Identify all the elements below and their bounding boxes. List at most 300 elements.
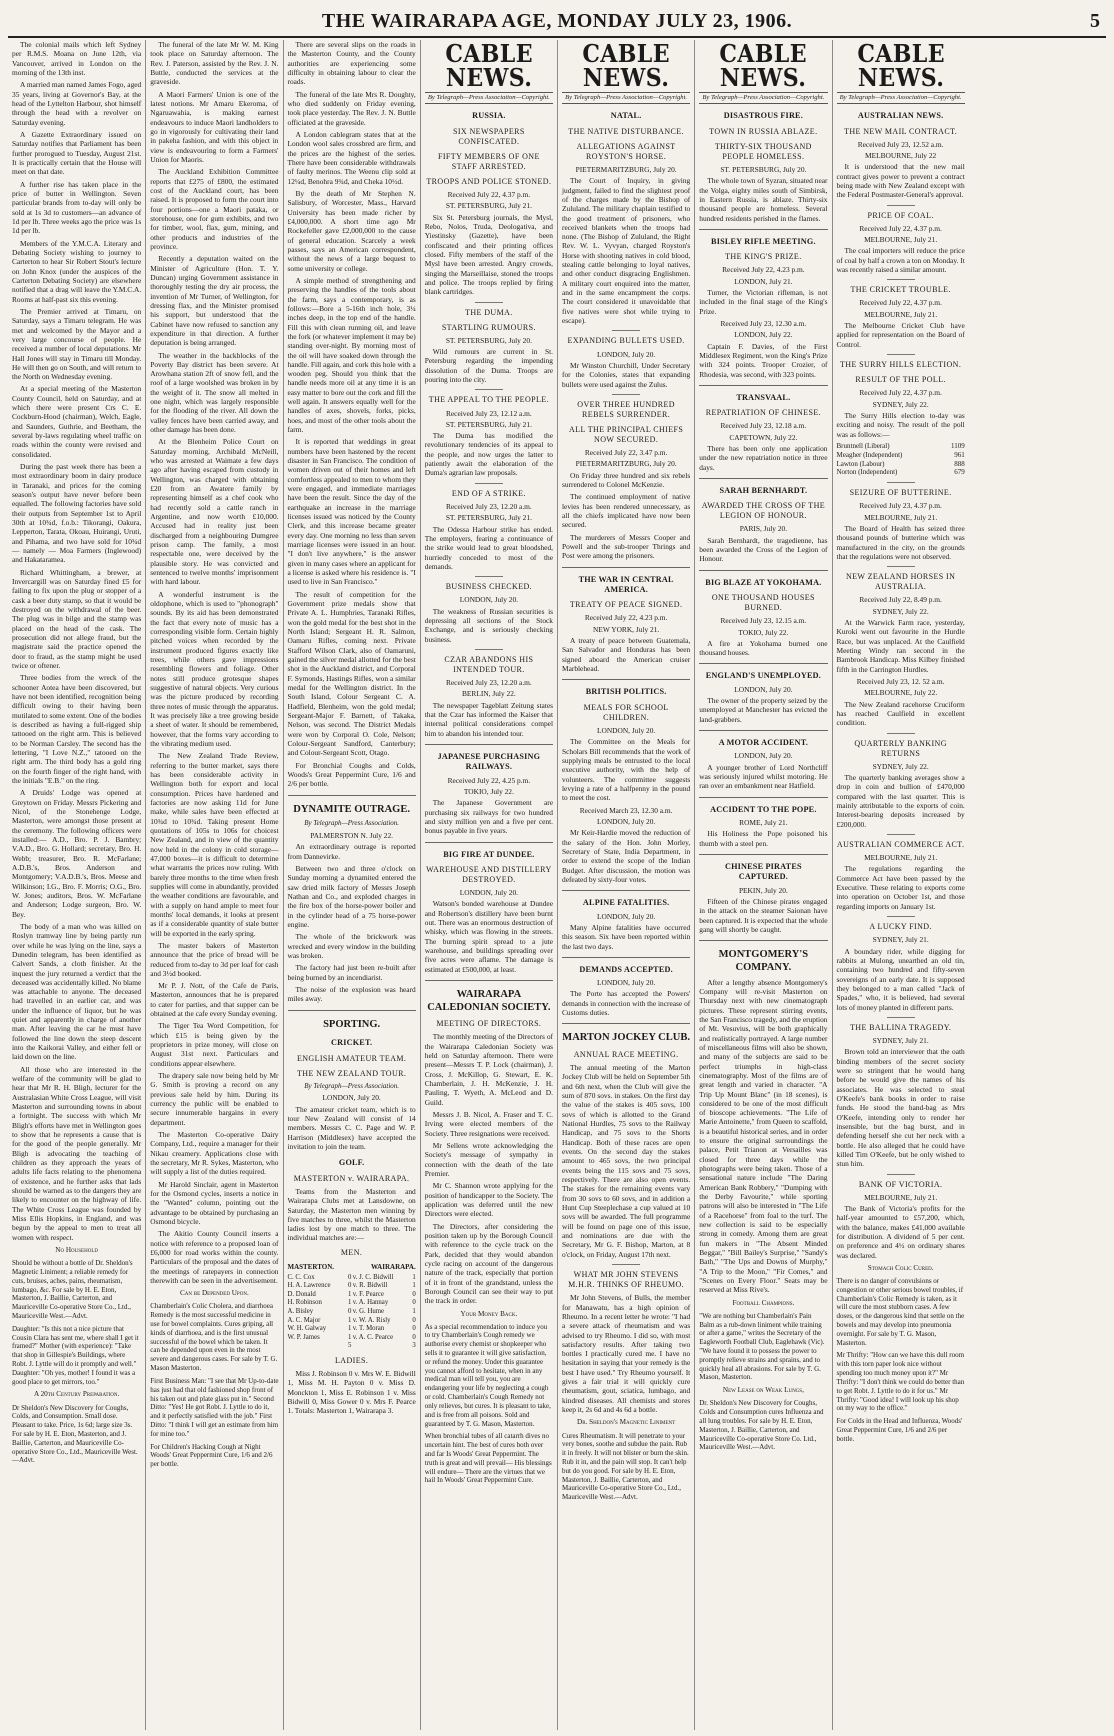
table-cell: D. Donald [287,1290,316,1298]
headline: AUSTRALIAN COMMERCE ACT. [836,840,965,850]
dateline: LONDON, July 20. [596,911,656,921]
headline: THE CRICKET TROUBLE. [850,285,951,295]
divider [887,1174,915,1175]
table-row [288,1308,416,1317]
divider [699,229,827,230]
table-cell: 1 [348,1290,352,1298]
headline: ALL THE PRINCIPAL CHIEFS NOW SECURED. [569,424,684,445]
paragraph: At the Warwick Farm race, yesterday, Kuroki went out favourite in the Hurdle Race, but was unplaced. At the Caulfield Meeting Windy ran second in the Bambrook Handicap. Miss Kilbey finished fifth in the Carrington Hurdles. [836,618,965,674]
paragraph: The Premier arrived at Timaru, on Saturday, says a Timaru telegram. He was met and welcomed by the Mayor and a very large concourse of people. He received a number of local deputations. Mr Hall Jones will stay in Timaru till Monday. He will then go on South, and will return to the North on Wednesday evening. [12,306,142,382]
dateline: LONDON, July 20. [596,816,656,826]
paragraph: The New Zealand Trade Review, referring to the butter market, says there has been considerable activity in Wellington both for export and local consumption. Prices have hardened and factories are now asking 11d for June make, while sales have been effected at 10¾d to 10¾d. Taking present Home quotations of 105s to 106s for choicest New Zealand, and in view of the quantity now held in the colony in cold storage—47,000 boxes—it is difficult to determine what warrants the prices now ruling. With barely three months to the time when fresh supplies will come in abundantly, provided the weather conditions are favourable, and with a supply on hand ample to meet four months' local demands, it looks at present as if a considerable quantity of stale butter will be exported in the early spring. [150,751,279,938]
paragraph: Mr P. J. Nott, of the Cafe de Paris, Masterton, announces that he is prepared to cater for parties, and that supper can be obtained at the cafe every Sunday evening. [150,981,279,1019]
paragraph: The owner of the property seized by the unemployed at Manchester has evicted the land-grabbers. [699,696,828,724]
received-line: Received July 22, 4.37 p.m. [447,190,531,200]
paragraph: The coal importers will reduce the price of coal by half a crown a ton on Monday. It was recently raised a similar amount. [836,246,965,275]
paragraph: Captain F. Davies, of the First Middlesex Regiment, won the King's Prize with 324 points. Trooper Crozier, of Rhodesia, was second, with 323 points. [699,341,828,379]
dateline: TOKIO, July 22. [463,787,514,796]
candidate-name: Norton (Independent) [836,468,898,477]
headline: ALLEGATIONS AGAINST ROYSTON'S HORSE. [576,141,676,161]
section-heading: DEMANDS ACCEPTED. [579,964,673,974]
paragraph: On Friday three hundred and six rebels surrendered to Colonel McKenzie. [562,470,691,490]
divider [475,389,503,390]
paragraph: Mr Harold Sinclair, agent in Masterton for the Osmond cycles, inserts a notice in the "Wanted" column, pointing out the advantage to be obtained by purchasing an Osmond bicycle. [150,1179,279,1227]
subheading-cricket: CRICKET. [330,1038,373,1048]
table-cell: W. H. Galway [287,1325,327,1333]
dateline: LONDON, July 21. [734,276,793,286]
headline: SIX NEWSPAPERS CONFISCATED. [452,126,525,146]
headline: CZAR ABANDONS HIS INTENDED TOUR. [444,654,534,674]
paragraph: The drapery sale now being held by Mr G. Smith is proving a record on any previous sale held by him. During its currency the public will be enabled to secure innumerable bargains in every department. [150,1071,279,1127]
headline: ANNUAL RACE MEETING. [573,1050,679,1060]
table-cell: 1 [348,1316,352,1324]
paragraph: Richard Whittingham, a brewer, at Invercargill was on Saturday fined £5 for failing to fix upon the plug or stopper of a cask a beer duty stamp, so that it would be destroyed on the withdrawal of the beer. The plug was in bilge and the stamp was placed on the head of the cask. The prosecution did not allege fraud, but the magistrate said the practice opened the door to fraud, as the stamp might be used twice or oftener. [12,567,142,670]
headline: EXPANDING BULLETS USED. [567,336,685,346]
received-line: Received July 23, 12.12 a.m. [445,408,532,418]
table-cell: 1 [348,1325,352,1333]
table-cell: 0 [348,1307,352,1315]
table-cell: 1 [412,1273,416,1281]
paragraph: Mr C. Shannon wrote applying for the position of handicapper to the Society. The application was deferred until the new Directors were elected. [424,1181,553,1219]
advert-heading: Football Champions. [732,1298,795,1307]
received-line: Received July 22, 4.23 p.m. [722,265,805,275]
divider [699,797,827,798]
dateline: TOKIO, July 22. [738,627,789,637]
received-line: Received July 23, 12.18 a.m. [720,421,807,431]
advert: For Children's Hacking Cough at Night Woods' Great Peppermint Cure, 1/6 and 2/6 per bottle. [150,1442,273,1469]
paragraph: A fire at Yokohama burned one thousand houses. [699,638,828,658]
section-heading: DISASTROUS FIRE. [723,111,803,121]
dateline: BERLIN, July 22. [461,689,516,699]
paragraph: The Odessa Harbour strike has ended. The employers, fearing a continuance of the strike would lead to great bloodshed, hurriedly conceded to most of the demands. [424,524,553,571]
column-4 [420,40,557,1730]
received-line: Received July 23, 12.20 a.m. [445,501,532,511]
paragraph: It is understood that the new mail contract gives power to prevent a contract being made with New Zealand except with the Federal Postmaster-General's approval. [836,162,965,200]
divider [699,478,827,479]
headline: THE BALLINA TRAGEDY. [849,1022,952,1032]
table-row [288,1317,416,1326]
advert: Mr Thrifty: "How can we have this dull room with this torn paper look nice without spending too much money upon it?" Mr Thrifty: "I don't think we could do better than to get Robt. J. Lyttle to do it for us." Mr Thrifty: "Good idea! I will look up his shop on my way to the office." [836,1351,965,1413]
cable-byline: By Telegraph—Press Association—Copyright. [699,92,827,104]
advert: Chamberlain's Colic Cholera, and diarrhoea Remedy is the most successful medicine in use for bowel complaints. Cures griping, all kinds of diarrhoea, and is the first unusual successful of the bowel which be taken. It can be depended upon even in the most severe and dangerous cases. For sale by T. G. Mason Masterton. [150,1302,278,1373]
table-cell: v. W. A. Risly [352,1316,391,1324]
divider [425,980,553,981]
table-row [288,1334,416,1343]
table-cell: H. Robinson [287,1299,322,1307]
paragraph: Watson's bonded warehouse at Dundee and Robertson's distillery have been burnt out. There was an enormous destruction of whisky, which was flowing in the streets. The burning spirit spread to a jute warehouse, and buildings spreading over five acres were aflame. The damage is estimated at £500,000, at least. [424,899,553,974]
received-line: Received July 23, 12.52 a.m. [857,139,944,149]
dateline: MELBOURNE, July 21. [864,512,938,522]
paragraph: Turner, the Victorian rifleman, is not included in the final stage of the King's Prize. [699,287,828,316]
dateline: LONDON, July 20. [459,595,519,605]
headline: ONE THOUSAND HOUSES BURNED. [711,593,815,613]
table-row [288,1291,416,1300]
section-heading-dynamite: DYNAMITE OUTRAGE. [293,803,410,815]
section-heading-jockey-club: MARTON JOCKEY CLUB. [562,1032,690,1044]
received-line: Received July 23, 12. 52 a.m. [856,676,945,686]
advert: There is no danger of convulsions or congestion or other serious bowel troubles, if Chamberlain's Colic Remedy is taken, as it will cure the most stubborn cases. A few doses, or the dangerous kind that settle on the bowels and may develop into pneumonia overnight. For sale by T. G. Mason, Masterton. [836,1276,965,1347]
headline: END OF A STRIKE. [451,488,526,498]
paragraph: Between two and three o'clock on Sunday morning a dynamited entered the saw dried milk factory of Messrs Joseph Nathan and Co., and exploded charges in the fire box of the horse-power boiler and in the cylinder head of a 75 horse-power engine. [287,863,416,929]
advert: First Business Man: "I see that Mr Up-to-date has just had that old fashioned shop front of his taken out and plate glass put in." Second Ditto: "Yes! He got Robt. J. Lyttle to do it, and it perfectly satisfied with the job." First Ditto: "I think I will get an estimate from him for mine too." [150,1376,279,1438]
headline: A LUCKY FIND. [869,922,932,932]
table-row [837,442,965,451]
dateline: LONDON, July 20. [322,1093,381,1103]
paragraph: There has been only one application under the new repatriation notice in three days. [699,443,828,472]
paragraph: Recently a deputation waited on the Minister of Agriculture (Hon. T. Y. Duncan) urging Government assistance in thoroughly testing the dry air process, the invention of Mr Turner, of Wellington, for dressing flax, and the Minister promised his support, but understood that the Cabinet have now refused to sanction any expenditure in that direction. A further deputation is being arranged. [150,254,279,348]
divider [887,354,915,355]
newspaper-title: THE WAIRARAPA AGE, MONDAY JULY 23, 1906. [321,9,793,32]
headline: NEW ZEALAND HORSES IN AUSTRALIA. [845,572,956,592]
paragraph: The regulations regarding the Commerce Act have been passed by the Executive. These relating to exports come into operation on October 1st, and those regarding imports on January 1st. [836,864,965,911]
headline: THIRTY-SIX THOUSAND PEOPLE HOMELESS. [714,141,812,161]
paragraph: Teams from the Masterton and Wairarapa Clubs met at Lansdowne, on Saturday, the Masterton men winning by five matches to three, whilst the Masterton ladies lost by one match to three. The individual matches are:— [287,1186,416,1243]
headline: TROOPS AND POLICE STONED. [426,176,552,186]
divider [475,649,503,650]
paragraph: His Holiness the Pope poisoned his thumb with a steel pen. [699,829,828,848]
divider [612,394,640,395]
section-heading-montgomery: MONTGOMERY'S COMPANY. [718,949,809,973]
column-1 [8,40,145,1730]
columns [8,40,1106,1730]
paragraph: The colonial mails which left Sydney per R.M.S. Moana on June 12th, via Vancouver, arrived in London on the morning of the 13th inst. [12,40,142,77]
table-cell: 0 [412,1299,416,1307]
dateline: ST. PETERSBURG, July 21. [445,419,532,429]
received-line: Received July 22, 4.23 p.m. [584,613,668,623]
vote-count: 888 [954,459,965,468]
divider [699,570,827,571]
paragraph: Mr John Stevens, of Bulls, the member for Manawatu, has a high opinion of Rheumo. In a recent letter he wrote: "I had a severe attack of rheumatism and was advised to try Rheumo. I did so, with most satisfactory results. After taking two bottles I practically cured me. I have no hesitation in saying that your remedy is the best I have used." Try Rheumo yourself. It gives a fair trial it will quickly cure rheumatism, gout, sciatica, lumbago, and kindred diseases. All chemists and stores keep it, 2s 6d and 4s 6d a bottle. [562,1293,691,1415]
table-row [288,1299,416,1308]
table-cell: 0 [412,1333,416,1341]
paragraph: The quarterly banking averages show a drop in coin and bullion of £470,000 compared with the last quarter. This is mainly attributable to the exports of coin. Interest-bearing deposits increased by £200,000. [836,773,965,829]
headline: PRICE OF COAL. [867,210,934,220]
paragraph: Mr Sellens wrote acknowledging the Society's message of sympathy in connection with the death of the late Premier. [424,1140,553,1178]
dateline: SYDNEY, July 22. [872,606,929,616]
section-heading: ENGLAND'S UNEMPLOYED. [705,671,821,681]
paragraph: The Akitio County Council inserts a notice with reference to a proposed loan of £6,000 for road works within the county. Particulars of the proposal and the dates of the meetings of ratepayers in connection therewith can be seen in the advertisement. [150,1229,279,1285]
dateline: LONDON, July 20. [596,725,656,735]
dateline: PEKIN, July 20. [738,885,788,895]
divider [475,483,503,484]
paragraph: Miss J. Robinson 0 v. Mrs W. E. Bidwill 1, Miss M. H. Payton 0 v. Miss D. Monckton 1, Miss E. Robinson 1 v. Miss Bidwill 0, Miss Gower 0 v. Mrs F. Pearce 1. Totals: Masterton 1, Wairarapa 3. [287,1368,416,1416]
paragraph: The Melbourne Cricket Club have applied for representation on the Board of Control. [836,321,965,349]
headline: THE APPEAL TO THE PEOPLE. [428,395,549,405]
headline-men: MEN. [340,1247,363,1257]
divider [699,730,827,731]
paragraph: It is reported that weddings in great numbers have been hastened by the recent disaster in San Francisco. The condition of women driven out of their homes and left comfortless appealed to men to whom they were engaged, and immediate marriages have been the result. Since the day of the earthquake an increase in the marriage licenses issued was noticed by the County Clerk, and this increase became greater every day. One morning no less than seven marriage licenses were issued in an hour. "I don't live anywhere," is the answer given in many cases where an applicant for a license is asked where his residence is. "I used to live in San Francisco." [287,437,416,587]
paragraph: The result of competition for the Government prize medals show that Private A. L. Humphries, Taranaki Rifles, won the gold medal for the best shot in the North Island; Sergeant H. R. Salmon, Oamaru Rifles, coming next. Private Stafford Wilson Clark, also of Oamaruni, gained the silver medal allotted for the best shot in the Auckland district, and Corporal F. Symonds, Hastings Rifles, won a similar medal for the Wellington district. In the South Island, Colour Sergeant C. A. Hadfield, Blenheim, won the gold medal; Sergeant-Major F. Barnett, of Takaka, Nelson, was second. The District Medals were won by Corporal O. Cole, Nelson; Colour-Sergeant Sandford, Canterbury; and Colour-Sergeant Scott, Otago. [287,589,416,758]
paragraph: A further rise has taken place in the price of butter in Wellington. Seven particular brands from to-day will only be sold at 1s 3d to customers—an advance of 1d per lb. Three weeks ago the price was 1s 1d per lb. [12,179,142,236]
table-cell: C. C. Cox [287,1273,315,1281]
headline: THE NATIVE DISTURBANCE. [568,126,684,136]
section-heading-sporting: SPORTING. [323,1018,381,1030]
advert: Dr. Sheldon's New Discovery for Coughs, Colds and Consumption cures Influenza and all lung troubles. For sale by H. E. Eton, Masterton, J. Baillie, Carterton, and Mauriceville Co-operative Store Co. Ltd., Mauriceville West.—Advt. [699,1399,824,1452]
byline: By Telegraph—Press Association. [304,819,400,828]
table-row [837,451,965,460]
dateline: MELBOURNE, July 21. [864,853,938,863]
dateline: ST. PETERSBURG, July 20. [720,164,807,174]
headline: THE KING'S PRIZE. [725,252,802,262]
table-cell: 0 [412,1325,416,1333]
paragraph: Three bodies from the wreck of the schooner Aotea have been discovered, but have not been identified, recognition being difficult owing to their having been mutilated to some extent. One of the bodies is described as having a full-rigged ship tattooed on the right arm. This is believed to be Norman Carsley. The second has the lettering, "I Love N.Z.," tatooed on the right arm. The third body has a gold ring on the fourth finger of the right hand, with the initials "E.B." on the ring. [12,673,142,785]
dateline: ST. PETERSBURG, July 20. [445,335,532,345]
subheading-golf: GOLF. [338,1158,365,1168]
headline: WHAT MR JOHN STEVENS M.H.R. THINKS OF RHEUMO. [568,1270,685,1290]
headline: WAREHOUSE AND DISTILLERY DESTROYED. [426,864,552,885]
headline: MASTERTON v. WAIRARAPA. [293,1173,410,1183]
advert-heading: Dr. Sheldon's Magnetic Liniment [577,1418,676,1427]
received-line: Received July 22, 3.47 p.m. [584,448,668,458]
dateline: LONDON, July 20. [596,349,656,359]
divider [612,330,640,331]
dateline: MELBOURNE, July 22 [865,151,937,161]
divider [887,279,915,280]
section-heading: ALPINE FATALITIES. [582,898,670,908]
section-heading: BIG BLAZE AT YOKOHAMA. [705,577,822,587]
divider [699,385,827,386]
column-5 [557,40,694,1730]
paragraph: The monthly meeting of the Directors of the Wairarapa Caledonian Society was held on Saturday afternoon. There were present—Messrs T. P. Lock (chairman), J. Cross, J. McKillop, G. Stewart, E. K. Chamberlain, J. H. McKenzie, J. H. Pauling, T. Wyeth, A. McLeod and D. Guild. [424,1032,553,1107]
received-line: Received March 23, 12.30 a.m. [579,805,673,815]
table-cell: v. G. Hume [352,1307,385,1315]
divider [562,567,690,568]
divider [562,679,690,680]
section-heading: BRITISH POLITICS. [585,687,667,697]
byline: By Telegraph—Press Association. [304,1081,400,1090]
total-wairarapa: 3 [412,1342,416,1350]
paragraph: The Board of Health has seized three thousand pounds of butterine which was manufactured in the city, on the grounds that the regulations were not observed. [836,523,965,561]
table-cell: v. T. Moran [352,1325,385,1333]
dateline: PALMERSTON N. July 22. [310,831,393,840]
paragraph: Six St. Petersburg journals, the Mysl, Rebo, Nolos, Truda, Deologativa, and Yiestinsky (Gazette), have been confiscated and their printing offices closed. Fifty members of the staff of the Mysl have been arrested. Angry crowds, singing the Marseillaise, stoned the troops and police. The troops replied by firing blank cartridges. [424,212,553,297]
paragraph: The Masterton Co-operative Dairy Company, Ltd., require a manager for their Nikau creamery. Applications close with the secretary, Mr R. Sykes, Masterton, who will supply a list of the duties required. [150,1130,279,1177]
advert-heading: Stomach Colic Cured. [867,1263,934,1272]
vote-count: 1109 [951,441,965,450]
paragraph: A simple method of strengthening and preserving the handles of the tools about the farm, says a contemporary, is as follows:—Bore a 5-16th inch hole, 3¼ inches deep, in the top end of the handle. Fill this with clean running oil, and leave the fork (or whatever implement it may be) standing over-night. By morning most of the oil will have soaked down through the handle. Fill again, and cork this hole with a wooden peg. Should you think that the handle needs more oil at any time it is an easy matter to bore out the cork and fill the well again. It answers equally well for the handles of axes, shovels, forks, picks, hoes, and most of the other tools about the farm. [287,275,416,435]
divider [887,205,915,206]
advert-heading: A 20th Century Preparation. [33,1390,120,1399]
paragraph: The New Zealand racehorse Cruciform has reached Caulfield in excellent condition. [836,699,965,728]
dateline: NEW YORK, July 21. [592,624,660,634]
table-row [288,1282,416,1291]
paragraph: By the death of Mr Stephen N. Salisbury, of Worcester, Mass., Harvard University has been made richer by £4,000,000. A short time ago Mr Rockefeller gave £2,000,000 to the cause of general education. Scarcely a week passes, says an American correspondent, without the news of a large bequest to some university or college. [287,188,416,273]
headline: FIFTY MEMBERS OF ONE STAFF ARRESTED. [438,151,540,171]
dateline: LONDON, July 20. [596,978,656,988]
divider [887,566,915,567]
vote-count: 961 [954,450,965,459]
headline: STARTLING RUMOURS. [441,322,536,332]
paragraph: A younger brother of Lord Northcliff was seriously injured whilst motoring. He ran over an embankment near Hatfield. [699,762,828,791]
section-heading: BISLEY RIFLE MEETING. [711,236,816,246]
column-7 [832,40,969,1730]
advert: Cures Rheumatism. It will penetrate to your very bones, soothe and subdue the pain. Rub it in freely. It will not blister or burn the skin. Rub it in, and the pain will stop. It can't help but do you good. For sale by H. E. Eton, Masterton, J. Baillie, Carterton, and Mauriceville Co-operative Store Co., Ltd., Mauriceville West.—Advt. [562,1431,689,1502]
section-heading: CHINESE PIRATES CAPTURED. [724,862,802,882]
advert-heading: Your Money Back. [460,1309,518,1318]
paragraph: Members of the Y.M.C.A. Literary and Debating Society wishing to journey to Carterton to hear Sir Robert Stout's lecture on John Knox (under the auspices of the Carterton Debating Society) are elsewhere notified that a drag will leave the Y.M.C.A. Rooms at half-past six this evening. [12,238,142,304]
advert: Dr Sheldon's New Discovery for Coughs, Colds, and Consumption. Small dose. Pleasant to take. Price, 1s 6d; large size 3s. For sale by H. E. Eton, Masterton, and J. Baillie, Carterton, and Mauriceville Co-operative Store Co., Ltd., Mauriceville West.—Advt. [12,1403,138,1465]
table-cell: 1 [412,1307,416,1315]
paragraph: The Japanese Government are purchasing six railways for two hundred and sixty million yen and a five per cent. bonus payable in five years. [424,798,553,836]
received-line: Received July 22, 4.25 p.m. [447,775,531,785]
paragraph: The Court of Inquiry, in giving judgment, failed to find the slightest proof of the charges made by the Bishop of Zululand. The military chaplain testified to the good treatment of prisoners, who received blankets when the troops had none. (The Bishop of Zululand, the Right Rev. W. L. Vyvyan, charged Royston's Horse with shooting natives in cold blood, stealing cattle belonging to loyal natives, and other conduct disgracing Englishmen. A military court enquired into the matter, and in the same encampment the corps. The court considered it unavoidable that five natives were shot while trying to escape). [562,176,691,326]
candidate-name: Lawton (Labour) [836,459,885,468]
headline: MEETING OF DIRECTORS. [436,1019,542,1029]
divider [562,957,690,958]
section-heading: RUSSIA. [472,111,506,121]
received-line: Received July 23, 12.15 a.m. [720,616,807,626]
paragraph: The funeral of the late Mr W. M. King took place on Saturday afternoon. The Rev. J. Paterson, assisted by the Rev. J. N. Buttle, conducted the services at the graveside. [150,40,279,87]
table-cell: v. R. Bidwill [352,1282,388,1290]
dateline: LONDON, July 20. [734,751,793,761]
paragraph: Messrs J. B. Nicol, A. Fraser and T. C. Irving were elected members of the Society. Three resignations were received. [424,1109,553,1138]
headline: ENGLISH AMATEUR TEAM. [296,1053,407,1063]
dateline: SYDNEY, July 22. [872,399,929,409]
received-line: Received July 22, 4.37 p.m. [859,298,942,308]
headline: THE NEW MAIL CONTRACT. [844,126,958,136]
paragraph: The Tiger Tea Word Competition, for which £15 is being given by the proprietors in prize money, will close on August 31st next. Particulars and conditions appear elsewhere. [150,1021,279,1068]
paragraph: The whole of the brickwork was wrecked and every window in the building was broken. [287,932,416,960]
poll-results-table [837,442,965,477]
headline: QUARTERLY BANKING RETURNS [854,738,947,758]
paragraph: Mr Winston Churchill, Under Secretary for the Colonies, states that expanding bullets were used against the Zulus. [562,360,691,389]
divider [612,1264,640,1265]
section-heading: THE WAR IN CENTRAL AMERICA. [578,574,674,595]
paragraph: After a lengthy absence Montgomery's Company will re-visit Masterton on Thursday next with new cinematograph pictures. These represent stirring events, the San Francisco tragedy, and the eruption of Mt. Vesuvius, will be both graphically and realistically portrayed. A large number of miscellaneous films will also be shown, and many of the subjects are said to be perfect triumphs in high-class cinematography. Most of the films are of great length and varied in character. "A Trip Up Mount Blanc" (in 18 scenes), is considered to be one of the most difficult of bioscope achievements. "The Life of Marie Antoinette," from Queen to scaffold, is a beautiful historical series, and in order to ensure the original surroundings the palace, Petit Trianon at Versailles was closed for three days while the photographs were being taken. Those of a sensational nature include "The Daring American Bank Robbery," "Dumping with the Derby Favourite," while sporting patrons will also be interested in "The Life of a Racehorse" from foal to the turf. The new collection is said to be especially strong in comedy. Among them are great fun makers in "The Absent Minded Beggar," "Bill Bailey's Surprise," "Sandy's Bath," "The Ups and Downs of Murphy," "A Trip to the Moon," "Fir Comes," and "Scenes on Every Floor." Seats may be reserved at Miss Rive's. [699,977,828,1295]
paragraph: The weather in the backblocks of the Poverty Bay district has been severe. At Arowhana station 2ft of snow fell, and the roof of a large woolshed was broken in by the weight of it. The snow all melted in one night, which was largely responsible for the flooding of the river. All down the valley fences have been carried away, and other damage has been done. [150,350,279,435]
paragraph: Sarah Bernhardt, the tragedienne, has been awarded the Cross of the Legion of Honour. [699,535,828,564]
table-cell: W. P. James [287,1333,320,1341]
received-line: Received July 23, 12.20 a.m. [445,678,532,688]
headline: BUSINESS CHECKED. [445,582,533,592]
dateline: MELBOURNE, July 21. [864,1192,938,1202]
section-heading: JAPANESE PURCHASING RAILWAYS. [437,752,541,772]
paragraph: The Duma has modified the revolutionary tendencies of its appeal to the people, and now urges the latter to patiently await the elaboration of the Duma's agrarian law proposals. [424,431,553,478]
paragraph: The factory had just been re-built after being burned by an incendiarist. [287,963,416,982]
paragraph: A Druids' Lodge was opened at Greytown on Friday. Messrs Pickering and Nicol, of the Stonehenge Lodge, Masterton, were amongst those present at the ceremony. The following officers were installed:— A.D., Bro. P. J. Bambry; V.A.D., Bro. G. Hollard; secretary, Bro. H. Webb; treasurer, Bro. R. McFarlane; A.D.B.'s, Bros. Anderson and Montgomery; V.A.D.B.'s, Bros. Meese and Wilkinson; I.G., Bro. F. Morris; O.G., Bro. W. Jones; auditors, Bros. W. McFarlane and Anderson; Lodge surgeon, Bro. W. Bey. [12,788,142,919]
paragraph: The Auckland Exhibition Committee reports that £275 of £800, the estimated cost of the Auckland court, has been raised. It is proposed to form the court into four portions—one a Maori pataka, or storehouse, one for gum exhibits, and two for timber, wool, flax, gum, mining, and other products and industries of the province. [150,167,279,251]
dateline: LONDON, July 20. [459,888,519,898]
divider [699,940,827,941]
paragraph: Wild rumours are current in St. Petersburg regarding the impending dissolution of the Duma. Troops are pouring into the city. [424,347,553,385]
headline: SEIZURE OF BUTTERINE. [849,488,952,498]
paragraph: For Bronchial Coughs and Colds, Woods's Great Peppermint Cure, 1/6 and 2/6 per bottle. [287,760,416,789]
column-2 [145,40,282,1730]
candidate-name: Meagher (Independent) [836,450,903,459]
paragraph: The Bank of Victoria's profits for the half-year amounted to £57,200, which, with the balance, makes £41,000 available for distribution. A dividend of 5 per cent. on preference and 4½ on ordinary shares was declared. [836,1203,965,1260]
advert: Daughter: "Is this not a nice picture that Cousin Clara has sent me, where shall I get it framed?" Mother (with experience): "Take that shop in Gillespie's Buildings, where Robt. J. Lyttle will do it promptly and well." Daughter: "Oh yes, mother! I found it was a good place to get mirrors, too." [12,1324,139,1386]
advert: "We are nothing but Chamberlain's Pain Balm as a rub-down liniment while training or after a game," writes the Secretary of the Eagleworth Football Club, Eaglehawk (Vic). "We have found it to possess the power to promptly relieve strains and sprains, and to quickly heal all abrasions. For sale by T. G. Mason, Masterton. [699,1311,825,1382]
section-heading: NATAL. [610,111,642,121]
dateline: SYDNEY, July 21. [872,1035,929,1045]
column-header: MASTERTON. [287,1262,334,1271]
dateline: LONDON, July 22. [734,330,793,340]
candidate-name: Bruntnell (Liberal) [836,441,890,450]
paragraph: A Gazette Extraordinary issued on Saturday notifies that Parliament has been further prorogued to Tuesday, August 21st. It is practically certain that the House will meet on that date. [12,129,142,177]
paragraph: The Directors, after considering the position taken up by the Borough Council with reference to the cycle track on the Park, decided that they would abandon cycle racing on account of the dangerous nature of the track, especially that portion of it in front of the grandstand, unless the Borough Council can see their way to put the track in order. [424,1221,553,1306]
advert-heading: New Lease on Weak Lungs, [722,1386,804,1395]
headline: TOWN IN RUSSIA ABLAZE. [709,126,818,136]
headline: THE SURRY HILLS ELECTION. [839,360,962,370]
received-line: Received July 23, 4.37 p.m. [859,501,942,511]
cable-news-heading: CABLE NEWS. [719,40,808,92]
headline: THE DUMA. [465,307,513,317]
dateline: MELBOURNE, July 21. [864,235,938,245]
paragraph: The continued employment of native levies has been rendered unnecessary, as all the chiefs implicated have now been secured. [562,492,691,530]
paragraph: A married man named James Fogo, aged 35 years, living at Governor's Bay, at the head of the Lyttelton Harbour, shot himself through the head with a revolver on Saturday evening. [12,80,142,127]
paragraph: The whole town of Syzran, situated near the Volga, eighty miles south of Simbirsk, in Eastern Russia, is ablaze. Thirty-six thousand people are homeless. Several hundred residents perished in the flames. [699,176,828,223]
dateline: SYDNEY, July 22. [872,761,929,771]
divider [288,795,416,796]
dateline: ST. PETERSBURG, July 21. [445,513,532,523]
masthead [8,6,1106,38]
divider [699,663,827,664]
section-heading: BIG FIRE AT DUNDEE. [443,849,535,859]
table-row [837,468,965,477]
paragraph: The body of a man who was killed on Roslyn tramway line by being partly run over while he was lying on the line, says a Dunedin telegram, has been identified as Calvert Sands, a cloth finisher. At the inquest the jury returned a verdict that the deceased was accidentally killed. No blame was attachable to anyone. The deceased had travelled in an earlier car, and was under the influence of liquor, but he was quiet and apparently in charge of another man. After leaving the car he must have followed the line down the steep descent into the Kaikorai Valley, and either fell or laid down on the line. [12,921,142,1062]
dateline: MELBOURNE, July 22. [864,688,938,698]
paragraph: Fifteen of the Chinese pirates engaged in the attack on the steamer Saionan have been captured. It is expected that the whole gang will shortly be caught. [699,897,828,935]
paragraph: The Committee on the Meals for Scholars Bill recommends that the work of supplying meals be entrusted to the local executive authority, with the help of volunteers. The committee suggests levying a rate of a halfpenny in the pound to meet the cost. [562,737,691,803]
received-line: Received July 23, 12.30 a.m. [720,318,807,328]
column-6 [694,40,831,1730]
cable-news-heading: CABLE NEWS. [445,40,533,92]
paragraph: The annual meeting of the Marton Jockey Club will be held on September 5th and 6th next, when the Club will give the sum of 870 sovs. in stakes. On the first day the value of the stakes is 405 sovs, 100 sovs of which is allotted to the Grand National Hurdles, 75 sovs to the Railway Handicap, and 75 sovs to the Shorts Handicap. Both of these races are open events. On the second day the stakes amount to 465 sovs, the two principal events being the 115 sovs and 75 sovs, respectively. There are also open events. The stakes for the remaining events vary from 30 sovs to 60 sovs, and in addition a Hunt Cup Steeplechase a cup valued at 10 sovs will be awarded. The full programme will be found on page one of this issue, and nominations are due with the Secretary, Mr G. F. Bishop, Marton, at 8 o'clock, on Friday, August 17th next. [562,1063,691,1259]
divider [562,890,690,891]
paragraph: Mr Keir-Hardie moved the reduction of the salary of the Hon. John Morley, Secretary of State, India Department, in order to extend the scope of the Indian Budget. After discussion, the motion was defeated by sixty-four votes. [562,828,691,884]
divider [475,576,503,577]
divider [425,842,553,843]
headline: BANK OF VICTORIA. [858,1179,943,1189]
paragraph: There are several slips on the roads in the Masterton County, and the County authorities are experiencing some difficulty in obtaining labour to clear the roads. [287,40,416,87]
dateline: PIETERMARITZBURG, July 20. [575,164,677,174]
headline-ladies: LADIES. [335,1355,369,1365]
section-heading-caledonian: WAIRARAPA CALEDONIAN SOCIETY. [427,989,551,1013]
table-cell: 0 [348,1282,352,1290]
table-cell: v. J. C. Bidwill [352,1273,394,1281]
cable-news-heading: CABLE NEWS. [856,40,945,92]
paragraph: All those who are interested in the welfare of the community will be glad to hear that Mr R. H. Bligh, lecturer for the Australasian White Cross League, will visit Masterton and surrounding towns in about a fortnight. The success with which Mr Bligh's efforts have met in Wellington goes to show that he represents a cause that is for the good of the people generally. Mr Bligh is advocating the teaching of children as they approach the years of adults life facts relating to the phenomena of existence, and he further asks that lads should be warned as to the dangers they are likely to encounter on the highway of life. The White Cross League was founded by Miss Ellis Hopkins, in England, and was begun by the appeal to men to treat all women with respect. [12,1064,142,1242]
paragraph: A wonderful instrument is the oldophone, which is used to "phonograph" sounds. By its aid has been demonstrated the fact that every note of music has a corresponding visible form. Certain highly pitched voices when recorded by the instrument produced figures exactly like trees, while others gave impressions resembling flowers and foliage. Other notes still produce grotesque shapes suggestive of natural objects. Very curious was the picture produced by recording three notes of music through the apparatus. It was precisely like a tree growing beside a sheet of water. It should be remembered, however, that the forms vary according to the vibrating medium used. [150,589,279,748]
headline: RESULT OF THE POLL. [855,375,946,385]
paragraph: The master bakers of Masterton announce that the price of bread will be reduced from to-day to 3d per loaf for cash and 3½d booked. [150,940,279,978]
section-heading: A MOTOR ACCIDENT. [718,738,809,748]
column-header: WAIRARAPA. [370,1262,416,1271]
dateline: LONDON, July 20. [734,684,793,694]
paragraph: The newspaper Tageblatt Zeitung states that the Czar has informed the Kaiser that internal political considerations compel him to abandon his intended tour. [424,700,553,738]
paragraph: A Maori Farmers' Union is one of the latest notions. Mr Amaru Ekeroma, of Ngaruawahia, is making earnest endeavours to induce Maori landholders to go in vigorously for cultivating their land in pakeha fashion, and with this object in view is endeavouring to form a Farmers' Union for Maoris. [150,89,279,164]
table-cell: A. C. Major [287,1316,321,1324]
table-cell: 1 [348,1299,352,1307]
dateline: ST. PETERSBURG, July 21. [445,201,532,211]
paragraph: The funeral of the late Mrs R. Doughty, who died suddenly on Friday evening, took place yesterday. The Rev. J. N. Buttle officiated at the graveside. [287,89,416,127]
table-cell: A. Bisley [287,1307,314,1315]
paragraph: At the Blenheim Police Court on Saturday morning, Archibald McNeill, who was arrested at Waimate a few days ago after having escaped from custody in Wellington, was charged with obtaining £20 from an Awatere family by representing himself as a chef cook who had recently sold a cattle ranch in Argentine, and now worth £10,000. Accused had in reality just been discharged from a neighbouring Dumgree prison camp. The family, a most respectable one, were deceived by the plausible story. He was convicted and sentenced to twelve months' imprisonment with hard labour. [150,437,279,587]
headline: AWARDED THE CROSS OF THE LEGION OF HONOUR. [701,501,826,521]
table-cell: 0 [412,1316,416,1324]
advert: As a special recommendation to induce you to try Chamberlain's Cough remedy we authorise every chemist or shopkeeper who sells it to guarantee it will give satisfaction, or refund the money. Under this guarantee you cannot afford to hesitate, when in any medical man will tell you, you are endangering your life by neglecting a cough or cold. Chamberlain's Cough Remedy not only relieves, but cures. It is pleasant to take, and is free from all poisons. Sold and guaranteed by T. G. Mason, Masterton. [424,1322,551,1428]
divider [562,1023,690,1024]
advert-heading: No Household [55,1246,98,1255]
cable-byline: By Telegraph—Press Association—Copyright. [562,92,690,104]
received-line: Received July 22, 4.37 p.m. [859,223,942,233]
table-cell: 1 [412,1282,416,1290]
cable-byline: By Telegraph—Press Association—Copyright. [425,92,553,104]
table-cell: v. F. Pearce [352,1290,384,1298]
divider [887,834,915,835]
section-heading: SARAH BERNHARDT. [719,485,808,495]
cable-byline: By Telegraph—Press Association—Copyright. [837,92,965,104]
